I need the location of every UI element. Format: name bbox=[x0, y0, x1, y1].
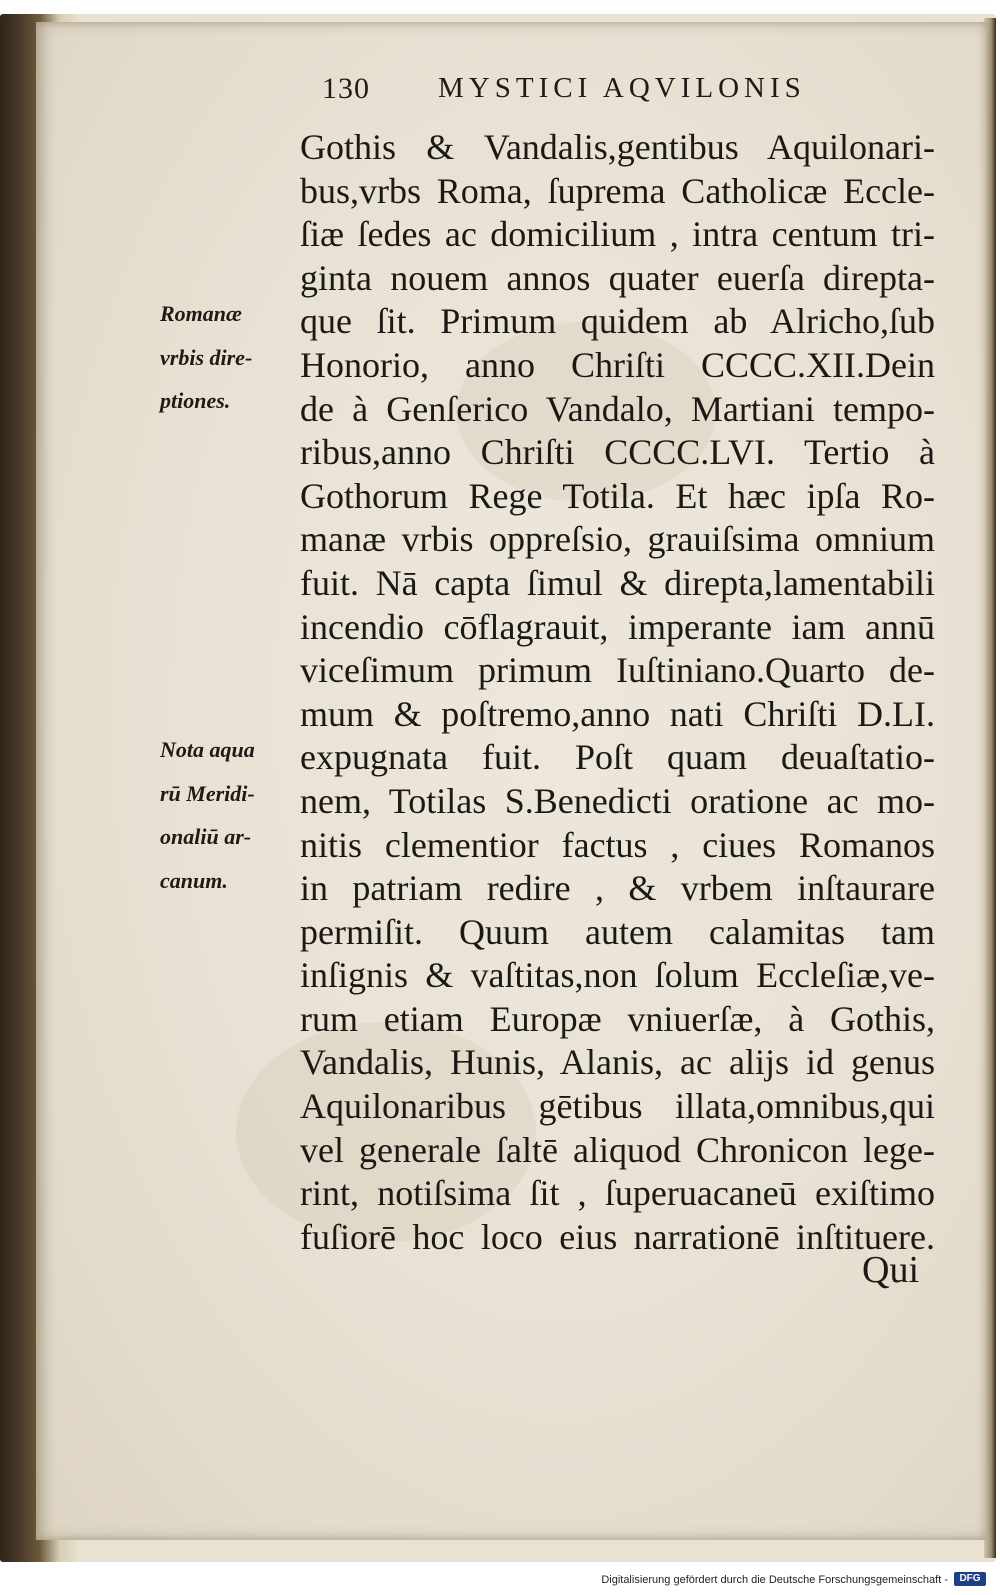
text-line: rint, notiſsima ſit , ſuperuacaneū exiſtimo bbox=[300, 1173, 935, 1214]
text-line: viceſimum primum Iuſtiniano.Quarto de- bbox=[300, 650, 935, 691]
margin-note-line: rū Meridi- bbox=[160, 780, 255, 806]
margin-note-1 bbox=[160, 292, 295, 423]
margin-note-line: ptiones. bbox=[160, 388, 231, 414]
text-line: Vandalis, Hunis, Alanis, ac alijs id genus bbox=[300, 1042, 935, 1083]
digitization-credit-bar bbox=[0, 1568, 1000, 1595]
body-text bbox=[300, 126, 935, 1259]
text-line: Gothis & Vandalis,gentibus Aquilonari- bbox=[300, 127, 935, 167]
catchword: Qui bbox=[862, 1249, 919, 1291]
text-line: ribus,anno Chriſti CCCC.LVI. Tertio à bbox=[300, 432, 935, 473]
text-line: ſiæ ſedes ac domicilium , intra centum tri- bbox=[300, 214, 935, 255]
margin-note-line: vrbis dire- bbox=[160, 344, 253, 370]
page-number: 130 bbox=[322, 72, 370, 105]
text-line: que ſit. Primum quidem ab Alricho,ſub bbox=[300, 301, 935, 342]
text-line: mum & poſtremo,anno nati Chriſti D.LI. bbox=[300, 693, 935, 734]
running-head bbox=[322, 72, 882, 112]
text-line: expugnata fuit. Poſt quam deuaſtatio- bbox=[300, 737, 935, 778]
margin-note-line: Nota aqua bbox=[160, 737, 255, 762]
text-line: in patriam redire , & vrbem inſtaurare bbox=[300, 868, 935, 909]
dfg-logo: DFG bbox=[954, 1572, 986, 1586]
running-title: MYSTICI AQVILONIS bbox=[438, 72, 806, 104]
text-line: nem, Totilas S.Benedicti oratione ac mo- bbox=[300, 780, 935, 821]
text-line: nitis clementior factus , ciues Romanos bbox=[300, 824, 935, 865]
text-line: bus,vrbs Roma, ſuprema Catholicæ Eccle- bbox=[300, 170, 935, 211]
text-line: manæ vrbis oppreſsio, grauiſsima omnium bbox=[300, 519, 935, 560]
text-line: ginta nouem annos quater euerſa direpta- bbox=[300, 257, 935, 298]
text-line: Aquilonaribus gētibus illata,omnibus,qui bbox=[300, 1086, 935, 1127]
margin-note-line: onaliū ar- bbox=[160, 824, 252, 850]
text-line: permiſit. Quum autem calamitas tam bbox=[300, 911, 935, 952]
margin-note-2 bbox=[160, 728, 295, 902]
margin-note-line: canum. bbox=[160, 867, 228, 893]
credit-text: Digitalisierung gefördert durch die Deutsche Forschungsgemeinschaft - bbox=[601, 1574, 948, 1586]
text-line: Honorio, anno Chriſti CCCC.XII.Dein bbox=[300, 344, 935, 385]
text-line: rum etiam Europæ vniuerſæ, à Gothis, bbox=[300, 998, 935, 1039]
text-line: Gothorum Rege Totila. Et hæc ipſa Ro- bbox=[300, 475, 935, 516]
text-line: fuit. Nā capta ſimul & direpta,lamentabili bbox=[300, 562, 935, 603]
text-line: inſignis & vaſtitas,non ſolum Eccleſiæ,ve- bbox=[300, 955, 935, 996]
text-line: de à Genſerico Vandalo, Martiani tempo- bbox=[300, 388, 935, 429]
text-line: vel generale ſaltē aliquod Chronicon lege- bbox=[300, 1129, 935, 1170]
margin-note-line: Romanæ bbox=[160, 301, 242, 326]
text-line: fuſiorē hoc loco eius narrationē inſtituere. bbox=[300, 1216, 935, 1257]
text-line: incendio cōflagrauit, imperante iam annū bbox=[300, 606, 935, 647]
